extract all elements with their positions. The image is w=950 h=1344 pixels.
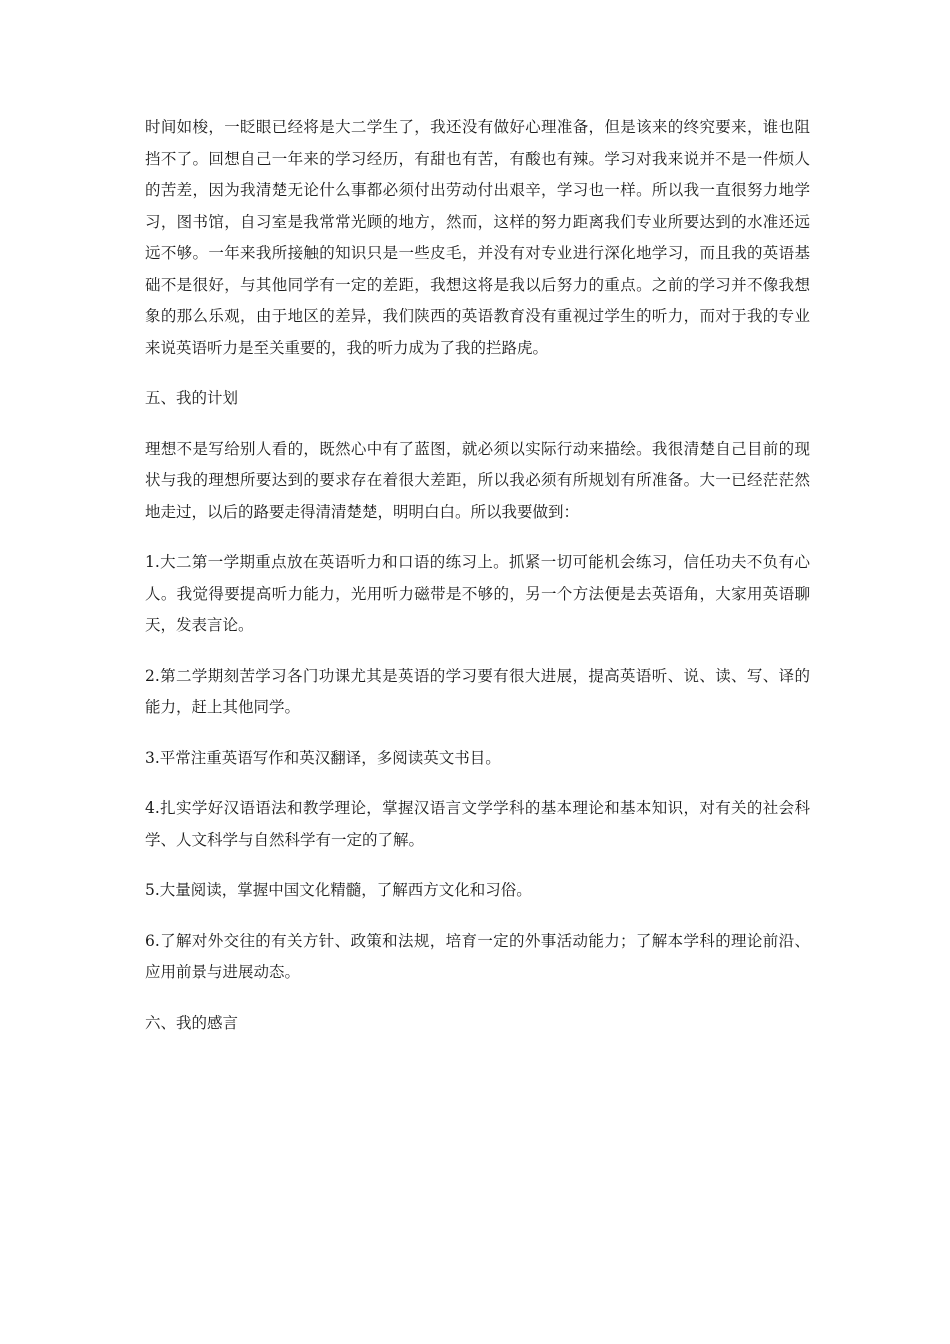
plan-item-4: 4.扎实学好汉语语法和教学理论，掌握汉语言文学学科的基本理论和基本知识，对有关的社会科学、人文科学与自然科学有一定的了解。 (145, 799, 810, 849)
plan-item-6: 6.了解对外交往的有关方针、政策和法规，培育一定的外事活动能力；了解本学科的理论前沿、应用前景与进展动态。 (145, 931, 810, 981)
document-body (145, 112, 810, 1058)
plan-item-5: 5.大量阅读，掌握中国文化精髓，了解西方文化和习俗。 (145, 881, 532, 899)
plan-item-3: 3.平常注重英语写作和英汉翻译，多阅读英文书目。 (145, 748, 501, 767)
plan-item-2: 2.第二学期刻苦学习各门功课尤其是英语的学习要有很大进展，提高英语听、说、读、写、译的能力，赶上其他同学。 (145, 666, 810, 716)
section-5-heading: 五、我的计划 (145, 389, 239, 407)
plan-item-1: 1.大二第一学期重点放在英语听力和口语的练习上。抓紧一切可能机会练习，信任功夫不负有心人。我觉得要提高听力能力，光用听力磁带是不够的，另一个方法便是去英语角，大家用英语聊天，发表言论。 (145, 553, 810, 634)
section-5-intro-paragraph: 理想不是写给别人看的，既然心中有了蓝图，就必须以实际行动来描绘。我很清楚自己目前的现状与我的理想所要达到的要求存在着很大差距，所以我必须有所规划有所准备。大一已经茫茫然地走过，以后的路要走得清清楚楚，明明白白。所以我要做到： (145, 439, 810, 521)
intro-paragraph: 时间如梭，一眨眼已经将是大二学生了，我还没有做好心理准备，但是该来的终究要来，谁也阻挡不了。回想自己一年来的学习经历，有甜也有苦，有酸也有辣。学习对我来说并不是一件烦人的苦差，因为我清楚无论什么事都必须付出劳动付出艰辛，学习也一样。所以我一直很努力地学习，图书馆，自习室是我常常光顾的地方，然而，这样的努力距离我们专业所要达到的水准还远远不够。一年来我所接触的知识只是一些皮毛，并没有对专业进行深化地学习，而且我的英语基础不是很好，与其他同学有一定的差距，我想这将是我以后努力的重点。之前的学习并不像我想象的那么乐观，由于地区的差异，我们陕西的英语教育没有重视过学生的听力，而对于我的专业来说英语听力是至关重要的，我的听力成为了我的拦路虎。 (145, 118, 810, 357)
section-6-heading: 六、我的感言 (145, 1013, 239, 1032)
